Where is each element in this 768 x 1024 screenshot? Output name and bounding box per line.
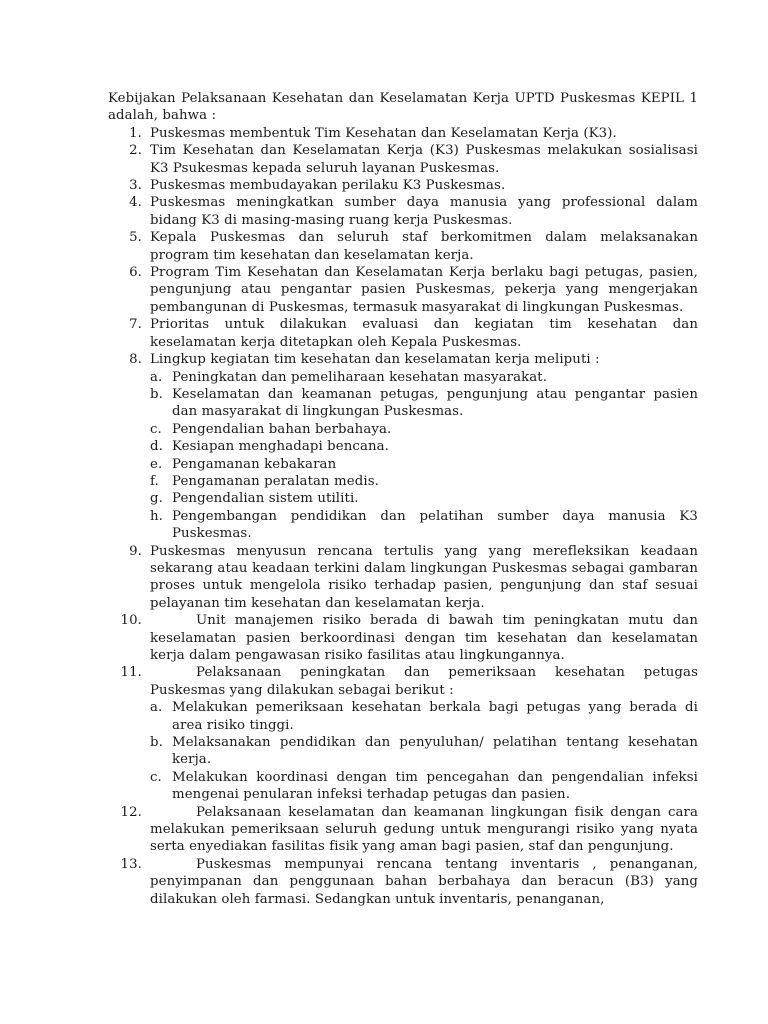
sub-list-item [150, 369, 698, 386]
sub-list-item-text: Pengendalian sistem utiliti. [172, 491, 359, 507]
list-item [108, 856, 698, 908]
list-item-body [150, 543, 698, 613]
list-item-number: 11. [120, 665, 142, 681]
sub-list-item-mark: e. [150, 456, 163, 472]
sub-list-item-text: Melakukan pemeriksaan kesehatan berkala bagi petugas yang berada di area risiko tinggi. [172, 700, 698, 733]
list-item-number: 5. [129, 230, 142, 246]
sub-list-item [150, 490, 698, 507]
sub-list-item [150, 421, 698, 438]
sub-list-item-text: Pengendalian bahan berbahaya. [172, 421, 392, 437]
sub-list-item-mark: b. [150, 735, 163, 751]
list-item-text: Puskesmas menyusun rencana tertulis yang yang merefleksikan keadaan sekarang atau keadaan terkini dalam lingkungan Puskesmas sebagai gambaran proses untuk mengelola risiko terhadap pasien, pengunjung dan staf sesuai pelayanan tim kesehatan dan keselamatan kerja. [150, 543, 698, 611]
list-item-body [150, 142, 698, 177]
list-item-number: 1. [129, 125, 142, 141]
list-item-number: 9. [129, 543, 142, 559]
list-item-text: Unit manajemen risiko berada di bawah tim peningkatan mutu dan keselamatan pasien berkoordinasi dengan tim kesehatan dan keselamatan kerja dalam pengawasan risiko fasilitas atau lingkungannya. [150, 613, 698, 663]
sub-list-item-text: Pengamanan peralatan medis. [172, 473, 379, 489]
document-body [108, 90, 698, 908]
list-item [108, 264, 698, 316]
sub-list-item-text: Pengembangan pendidikan dan pelatihan sumber daya manusia K3 Puskesmas. [172, 508, 698, 542]
list-item-text: Lingkup kegiatan tim kesehatan dan keselamatan kerja meliputi : [150, 352, 600, 368]
sub-list-item [150, 473, 698, 490]
list-item-number: 12. [120, 804, 142, 820]
list-item-number: 7. [129, 317, 142, 333]
list-item [108, 177, 698, 194]
list-item-number: 8. [129, 352, 142, 368]
list-item-text: Prioritas untuk dilakukan evaluasi dan kegiatan tim kesehatan dan keselamatan kerja ditetapkan oleh Kepala Puskesmas. [150, 317, 698, 350]
list-item-body [150, 856, 698, 908]
list-item-number: 6. [129, 265, 142, 281]
sub-list-item-mark: a. [150, 369, 163, 385]
sub-list-item [150, 386, 698, 421]
sub-list-item-mark: h. [150, 508, 163, 524]
sub-list-item [150, 438, 698, 455]
list-item [108, 804, 698, 856]
list-item-body [150, 316, 698, 351]
policy-list [108, 125, 698, 908]
sub-list-item-text: Peningkatan dan pemeliharaan kesehatan masyarakat. [172, 369, 548, 385]
sub-list-item [150, 699, 698, 734]
sub-list-item-mark: c. [150, 769, 162, 785]
sub-list-item-mark: a. [150, 700, 163, 716]
list-item-body [150, 612, 698, 664]
sub-list-item-mark: d. [150, 439, 163, 455]
sub-list-item-text: Kesiapan menghadapi bencana. [172, 439, 389, 455]
list-item [108, 351, 698, 542]
list-item-body [150, 125, 698, 142]
list-item-body [150, 229, 698, 264]
list-item-text: Tim Kesehatan dan Keselamatan Kerja (K3) Puskesmas melakukan sosialisasi K3 Psukesmas kepada seluruh layanan Puskesmas. [150, 143, 698, 176]
sub-list-item-text: Melaksanakan pendidikan dan penyuluhan/ pelatihan tentang kesehatan kerja. [172, 735, 698, 768]
list-item-body [150, 664, 698, 803]
list-item-text: Pelaksanaan peningkatan dan pemeriksaan kesehatan petugas Puskesmas yang dilakukan sebagai berikut : [150, 665, 698, 698]
list-item [108, 543, 698, 613]
sub-list-item [150, 456, 698, 473]
sub-list-item-mark: c. [150, 421, 162, 437]
list-item [108, 612, 698, 664]
sub-list-item-mark: f. [150, 473, 159, 489]
list-item [108, 316, 698, 351]
list-item-body [150, 177, 698, 194]
list-item-text: Pelaksanaan keselamatan dan keamanan lingkungan fisik dengan cara melakukan pemeriksaan seluruh gedung untuk mengurangi risiko yang nyata serta enyediakan fasilitas fisik yang aman bagi pasien, staf dan pengunjung. [150, 804, 698, 855]
list-item [108, 142, 698, 177]
sub-list-item-text: Keselamatan dan keamanan petugas, pengunjung atau pengantar pasien dan masyarakat di lingkungan Puskesmas. [172, 386, 698, 420]
list-item-body [150, 804, 698, 856]
list-item-text: Puskesmas mempunyai rencana tentang inventaris , penanganan, penyimpanan dan penggunaan bahan berbahaya dan beracun (B3) yang dilakukan oleh farmasi. Sedangkan untuk inventaris, penanganan, [150, 856, 698, 907]
list-item-number: 2. [129, 143, 142, 159]
sub-list-item [150, 734, 698, 769]
list-item-body [150, 264, 698, 316]
list-item-text: Puskesmas membentuk Tim Kesehatan dan Keselamatan Kerja (K3). [150, 125, 617, 141]
sub-list-item-mark: g. [150, 491, 163, 507]
list-item [108, 229, 698, 264]
list-item [108, 125, 698, 142]
sub-list-item [150, 769, 698, 804]
sub-list-item-text: Melakukan koordinasi dengan tim pencegahan dan pengendalian infeksi mengenai penularan infeksi terhadap petugas dan pasien. [172, 769, 698, 803]
list-item-number: 13. [120, 856, 142, 872]
list-item-body [150, 194, 698, 229]
list-item-body [150, 351, 698, 542]
sub-list-item-mark: b. [150, 386, 163, 402]
sub-list-item [150, 508, 698, 543]
list-item [108, 664, 698, 803]
intro-paragraph: Kebijakan Pelaksanaan Kesehatan dan Keselamatan Kerja UPTD Puskesmas KEPIL 1 adalah, bahwa : [108, 91, 698, 124]
list-item-text: Puskesmas membudayakan perilaku K3 Puskesmas. [150, 178, 506, 194]
sub-list-item-text: Pengamanan kebakaran [172, 456, 337, 472]
list-item-text: Kepala Puskesmas dan seluruh staf berkomitmen dalam melaksanakan program tim kesehatan dan keselamatan kerja. [150, 230, 698, 263]
list-item [108, 194, 698, 229]
list-item-number: 10. [120, 613, 142, 629]
list-item-text: Puskesmas meningkatkan sumber daya manusia yang professional dalam bidang K3 di masing-masing ruang kerja Puskesmas. [150, 195, 698, 228]
list-item-number: 4. [129, 195, 142, 211]
list-item-number: 3. [129, 178, 142, 194]
list-item-text: Program Tim Kesehatan dan Keselamatan Kerja berlaku bagi petugas, pasien, pengunjung atau pengantar pasien Puskesmas, pekerja yang mengerjakan pembangunan di Puskesmas, termasuk masyarakat di lingkungan Puskesmas. [150, 265, 698, 315]
